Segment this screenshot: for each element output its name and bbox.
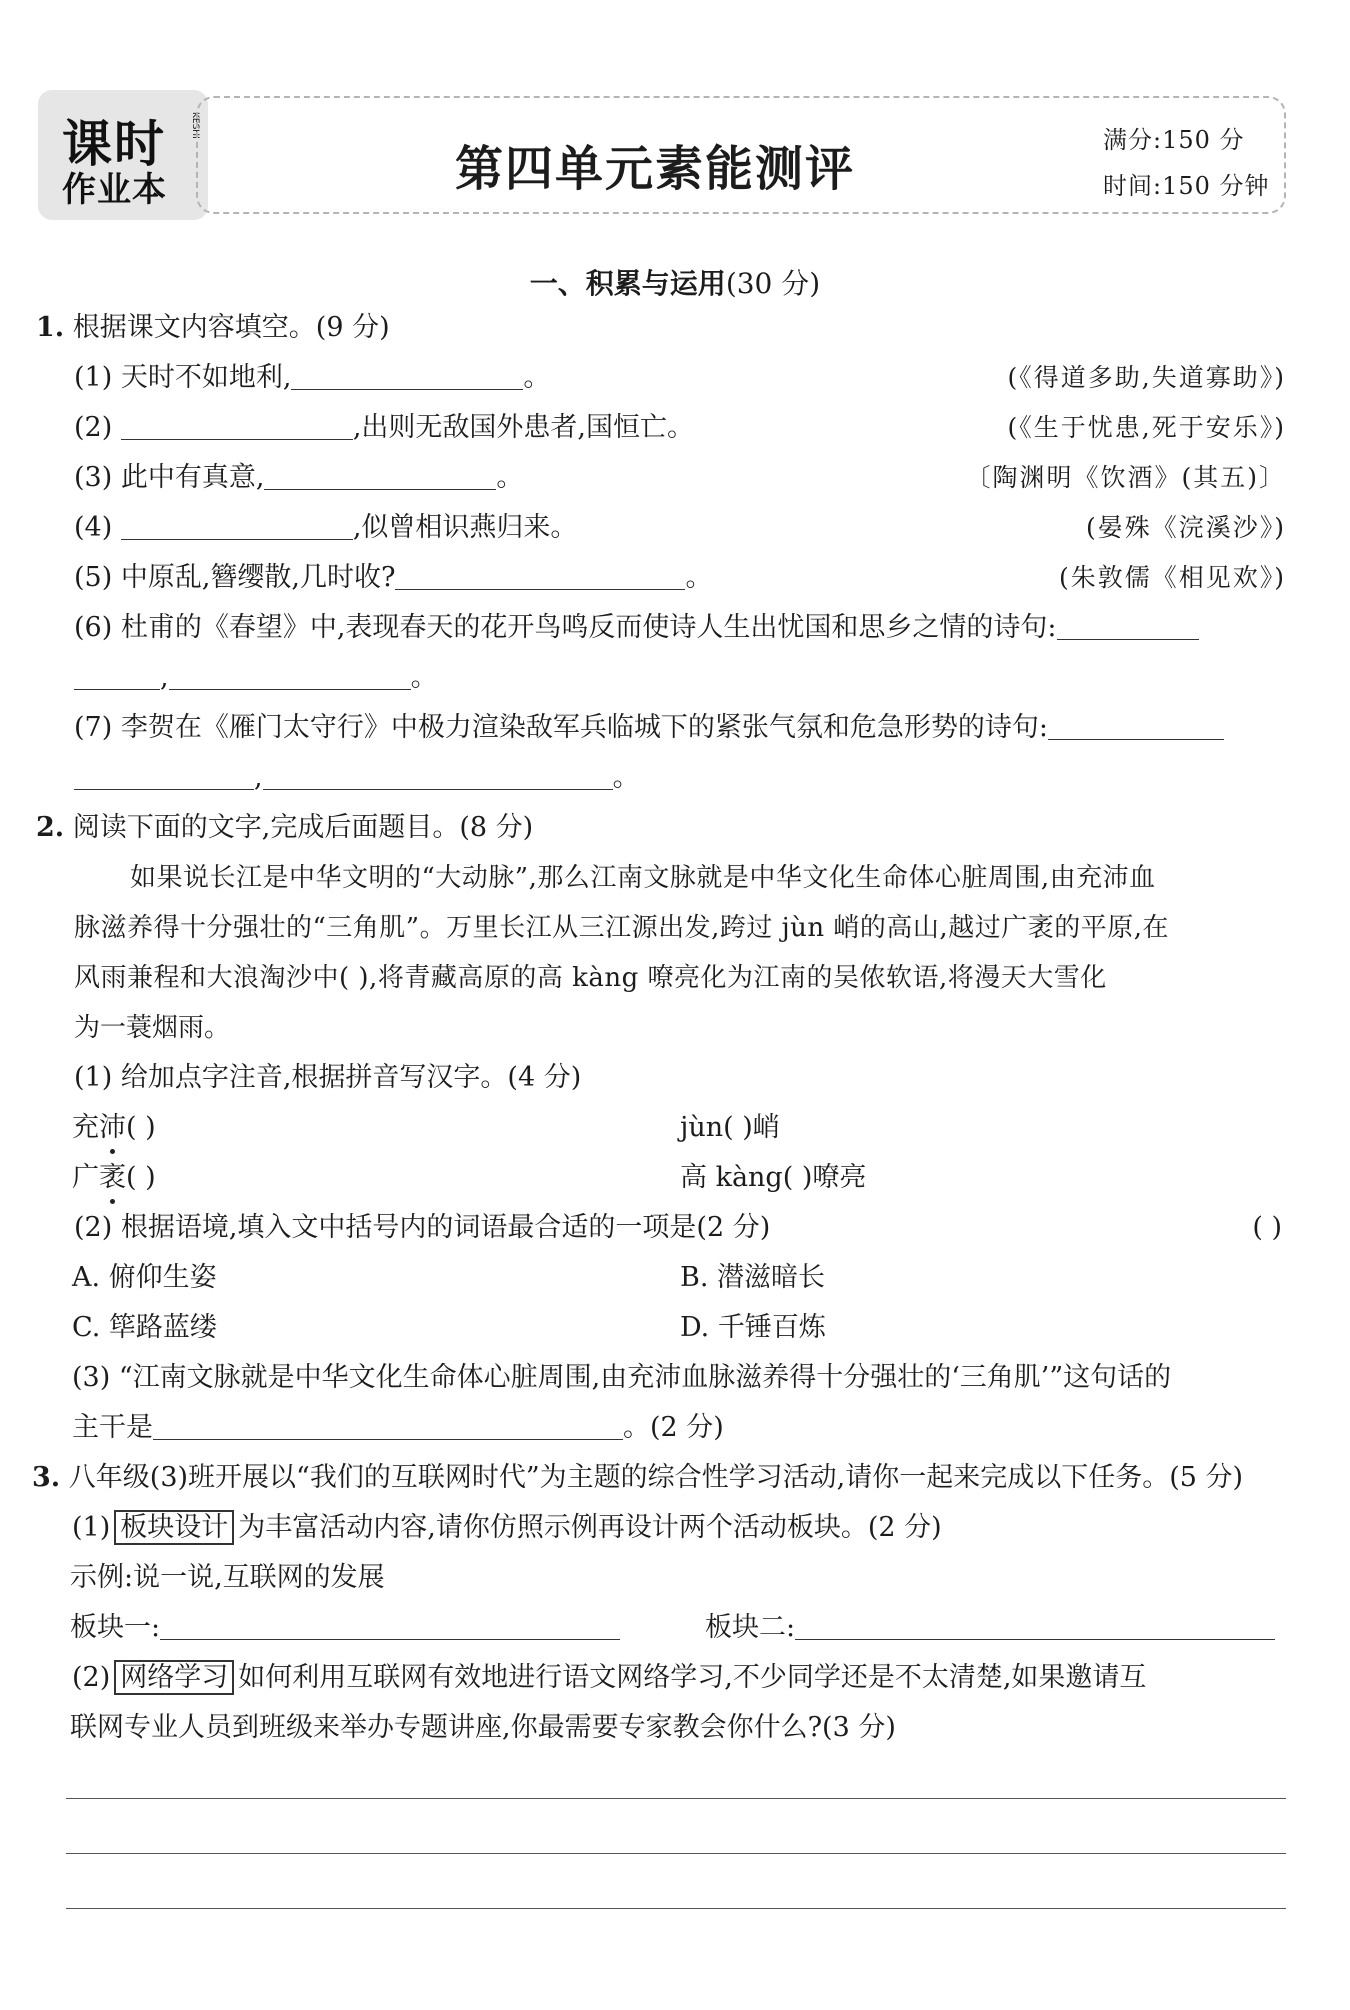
answer-blank[interactable]: ( )	[126, 1162, 156, 1193]
q1-item-6: (6) 杜甫的《春望》中,表现春天的花开鸟鸣反而使诗人生出忧国和思乡之情的诗句:	[74, 610, 1199, 646]
q1-item-6-line2: , 。	[74, 660, 438, 696]
section-points: (30 分)	[725, 267, 821, 300]
q1-item-7-line2: , 。	[74, 760, 640, 796]
q1-item-2-source: (《生于忧患,死于安乐》)	[1007, 413, 1286, 442]
question-2-stem	[36, 810, 533, 846]
q1-item-1: (1) 天时不如地利, 。	[74, 362, 551, 393]
logo	[38, 90, 208, 220]
question-number: 2.	[36, 812, 65, 843]
answer-bracket[interactable]: ( )	[1252, 1212, 1282, 1243]
q3-sub-2-line2: 联网专业人员到班级来举办专题讲座,你最需要专家教会你什么?(3 分)	[70, 1712, 896, 1743]
passage-line-3: 风雨兼程和大浪淘沙中( ),将青藏高原的高 kàng 嘹亮化为江南的吴侬软语,将漫天大雪化	[74, 963, 1107, 993]
answer-blank[interactable]	[291, 363, 523, 390]
question-text: 八年级(3)班开展以“我们的互联网时代”为主题的综合性学习活动,请你一起来完成以下任务。(5 分)	[68, 1462, 1244, 1493]
q3-sub-2: (2) 网络学习 如何利用互联网有效地进行语文网络学习,不少同学还是不太清楚,如果邀请互	[72, 1662, 1147, 1693]
q3-example: 示例:说一说,互联网的发展	[70, 1562, 385, 1593]
option-c[interactable]: C. 筚路蓝缕	[72, 1312, 217, 1343]
question-1-stem	[36, 310, 390, 346]
q3-sub-1: (1) 板块设计 为丰富活动内容,请你仿照示例再设计两个活动板块。(2 分)	[72, 1512, 942, 1543]
section-title	[0, 262, 1350, 302]
q3-block-1: 板块一:	[70, 1610, 620, 1646]
q1-item-5: (5) 中原乱,簪缨散,几时收? 。	[74, 562, 713, 593]
page-title: 第四单元素能测评	[455, 141, 856, 197]
q1-item-4-source: (晏殊《浣溪沙》)	[1085, 513, 1286, 542]
q1-item-1-source: (《得道多助,失道寡助》)	[1007, 363, 1286, 392]
q2-sub-3: (3) “江南文脉就是中华文化生命体心脏周围,由充沛血脉滋养得十分强壮的‘三角肌’”这句话的	[72, 1362, 1172, 1393]
q1-item-3-source: 〔陶渊明《饮酒》(其五)〕	[965, 463, 1286, 492]
answer-blank[interactable]	[1057, 613, 1199, 640]
q2-sub-1: (1) 给加点字注音,根据拼音写汉字。(4 分)	[74, 1062, 582, 1093]
dotted-char: 袤	[99, 1160, 126, 1196]
question-number: 1.	[36, 312, 65, 343]
answer-blank[interactable]	[74, 663, 160, 690]
passage-line-4: 为一蓑烟雨。	[74, 1013, 231, 1043]
logo-pinyin: KESHI	[190, 112, 200, 139]
q1-item-7: (7) 李贺在《雁门太守行》中极力渲染敌军兵临城下的紧张气氛和危急形势的诗句:	[74, 710, 1224, 746]
passage-line-1: 如果说长江是中华文明的“大动脉”,那么江南文脉就是中华文化生命体心脏周围,由充沛血	[130, 863, 1156, 893]
option-d[interactable]: D. 千锤百炼	[680, 1312, 826, 1343]
q2-sub-2: (2) 根据语境,填入文中括号内的词语最合适的一项是(2 分)	[74, 1212, 771, 1243]
answer-blank[interactable]: ( )	[126, 1112, 156, 1143]
q3-block-2: 板块二:	[705, 1610, 1275, 1646]
full-score: 满分:150 分	[1103, 126, 1245, 154]
q1-item-3: (3) 此中有真意, 。	[74, 462, 524, 493]
q2-word-3: 广袤( )	[72, 1160, 156, 1196]
dotted-char: 沛	[99, 1110, 126, 1146]
question-text: 根据课文内容填空。(9 分)	[72, 312, 390, 343]
question-text: 阅读下面的文字,完成后面题目。(8 分)	[72, 812, 534, 843]
answer-blank[interactable]	[153, 1413, 623, 1440]
q2-sub-3-line2: 主干是 。(2 分)	[72, 1412, 724, 1443]
answer-line[interactable]	[66, 1908, 1286, 1909]
time-limit: 时间:150 分钟	[1103, 172, 1270, 200]
q1-item-5-source: (朱敦儒《相见欢》)	[1058, 563, 1286, 592]
answer-line[interactable]	[66, 1853, 1286, 1854]
q2-word-2: jùn( )峭	[680, 1112, 780, 1143]
q1-item-2: (2) ,出则无敌国外患者,国恒亡。	[74, 412, 694, 443]
q1-item-4: (4) ,似曾相识燕归来。	[74, 512, 578, 543]
q2-word-4: 高 kàng( )嘹亮	[680, 1162, 867, 1193]
tag-box: 网络学习	[114, 1660, 234, 1695]
option-a[interactable]: A. 俯仰生姿	[72, 1262, 217, 1293]
q2-word-1: 充沛( )	[72, 1110, 156, 1146]
answer-line[interactable]	[66, 1798, 1286, 1799]
answer-blank[interactable]	[74, 763, 254, 790]
logo-text-bottom: 作业本	[62, 170, 167, 210]
answer-blank[interactable]	[264, 463, 496, 490]
answer-blank[interactable]	[160, 1613, 620, 1640]
answer-blank[interactable]	[169, 663, 411, 690]
passage-line-2: 脉滋养得十分强壮的“三角肌”。万里长江从三江源出发,跨过 jùn 峭的高山,越过广袤的平原,在	[74, 913, 1169, 943]
answer-blank[interactable]	[263, 763, 613, 790]
answer-blank[interactable]	[795, 1613, 1275, 1640]
question-number: 3.	[32, 1462, 61, 1493]
tag-box: 板块设计	[114, 1510, 234, 1545]
option-b[interactable]: B. 潜滋暗长	[680, 1262, 826, 1293]
question-3-stem	[32, 1460, 1243, 1496]
answer-blank[interactable]	[121, 513, 353, 540]
answer-blank[interactable]	[1048, 713, 1224, 740]
logo-text-top: 课时	[62, 115, 166, 173]
answer-blank[interactable]	[395, 563, 685, 590]
section-title-text: 一、积累与运用	[529, 267, 726, 300]
answer-blank[interactable]	[121, 413, 353, 440]
